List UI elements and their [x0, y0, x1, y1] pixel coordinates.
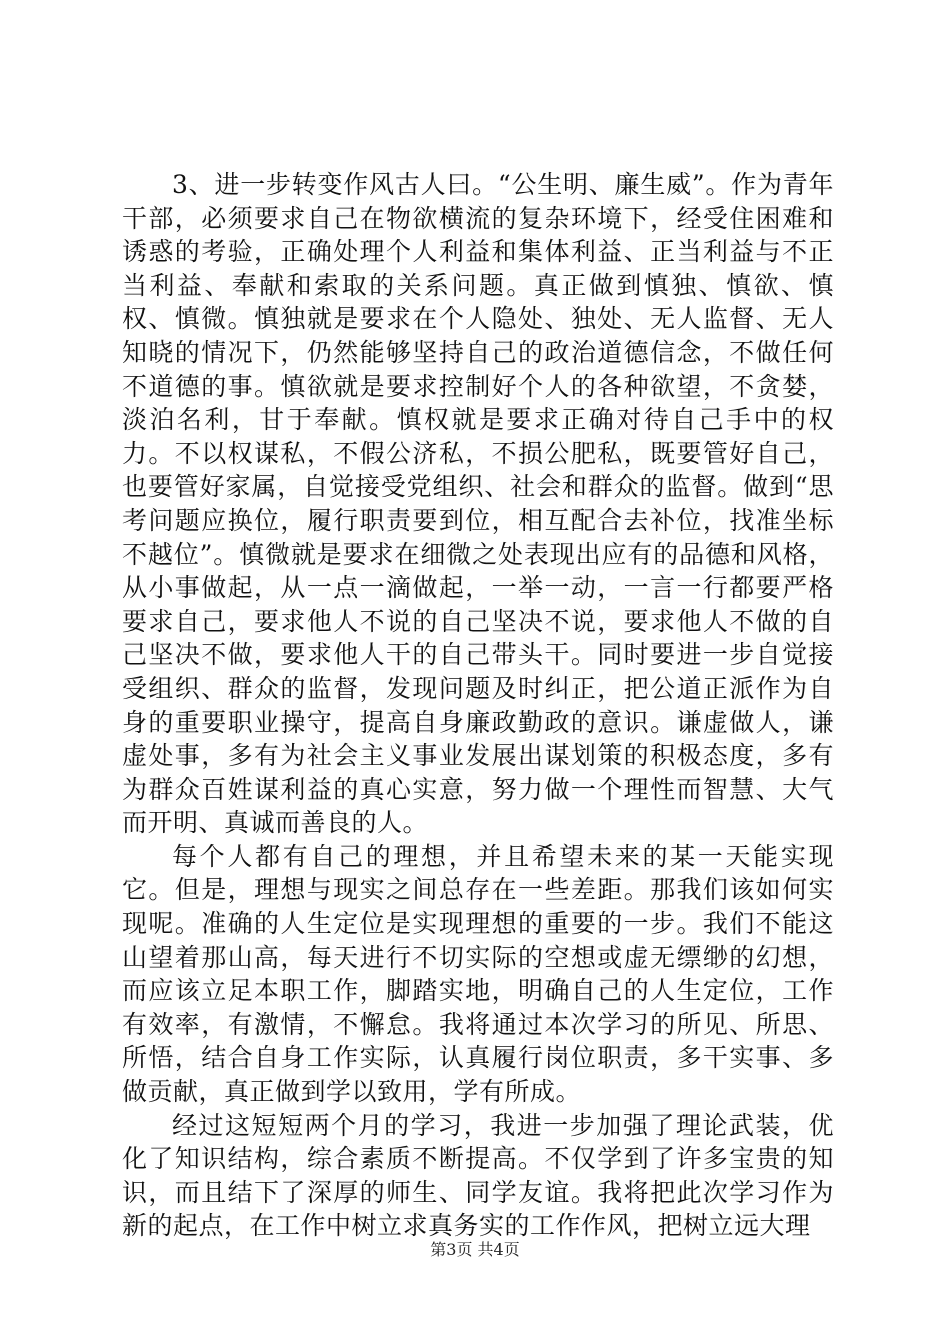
document-body	[122, 168, 834, 1243]
paragraph-study-summary: 经过这短短两个月的学习，我进一步加强了理论武装，优化了知识结构，综合素质不断提高。不仅学到了许多宝贵的知识，而且结下了深厚的师生、同学友谊。我将把此次学习作为新的起点，在工作中树立求真务实的工作作风，把树立远大理	[122, 1110, 834, 1241]
paragraph-work-style: 3、进一步转变作风古人曰。“公生明、廉生威”。作为青年干部，必须要求自己在物欲横流的复杂环境下，经受住困难和诱惑的考验，正确处理个人利益和集体利益、正当利益与不正当利益、奉献和索取的关系问题。真正做到慎独、慎欲、慎权、慎微。慎独就是要求在个人隐处、独处、无人监督、无人知晓的情况下，仍然能够坚持自己的政治道德信念，不做任何不道德的事。慎欲就是要求控制好个人的各种欲望，不贪婪，淡泊名利，甘于奉献。慎权就是要求正确对待自己手中的权力。不以权谋私，不假公济私，不损公肥私，既要管好自己，也要管好家属，自觉接受党组织、社会和群众的监督。做到“思考问题应换位，履行职责要到位，相互配合去补位，找准坐标不越位”。慎微就是要求在细微之处表现出应有的品德和风格，从小事做起，从一点一滴做起，一举一动，一言一行都要严格要求自己，要求他人不说的自己坚决不说，要求他人不做的自己坚决不做，要求他人干的自己带头干。同时要进一步自觉接受组织、群众的监督，发现问题及时纠正，把公道正派作为自身的重要职业操守，提高自身廉政勤政的意识。谦虚做人，谦虚处事，多有为社会主义事业发展出谋划策的积极态度，多有为群众百姓谋利益的真心实意，努力做一个理性而智慧、大气而开明、真诚而善良的人。	[122, 170, 834, 838]
paragraph-ideals: 每个人都有自己的理想，并且希望未来的某一天能实现它。但是，理想与现实之间总存在一些差距。那我们该如何实现呢。准确的人生定位是实现理想的重要的一步。我们不能这山望着那山高，每天进行不切实际的空想或虚无缥缈的幻想，而应该立足本职工作，脚踏实地，明确自己的人生定位，工作有效率，有激情，不懈怠。我将通过本次学习的所见、所思、所悟，结合自身工作实际，认真履行岗位职责，多干实事、多做贡献，真正做到学以致用，学有所成。	[122, 841, 834, 1107]
page-number-footer: 第3页 共4页	[430, 1240, 520, 1259]
